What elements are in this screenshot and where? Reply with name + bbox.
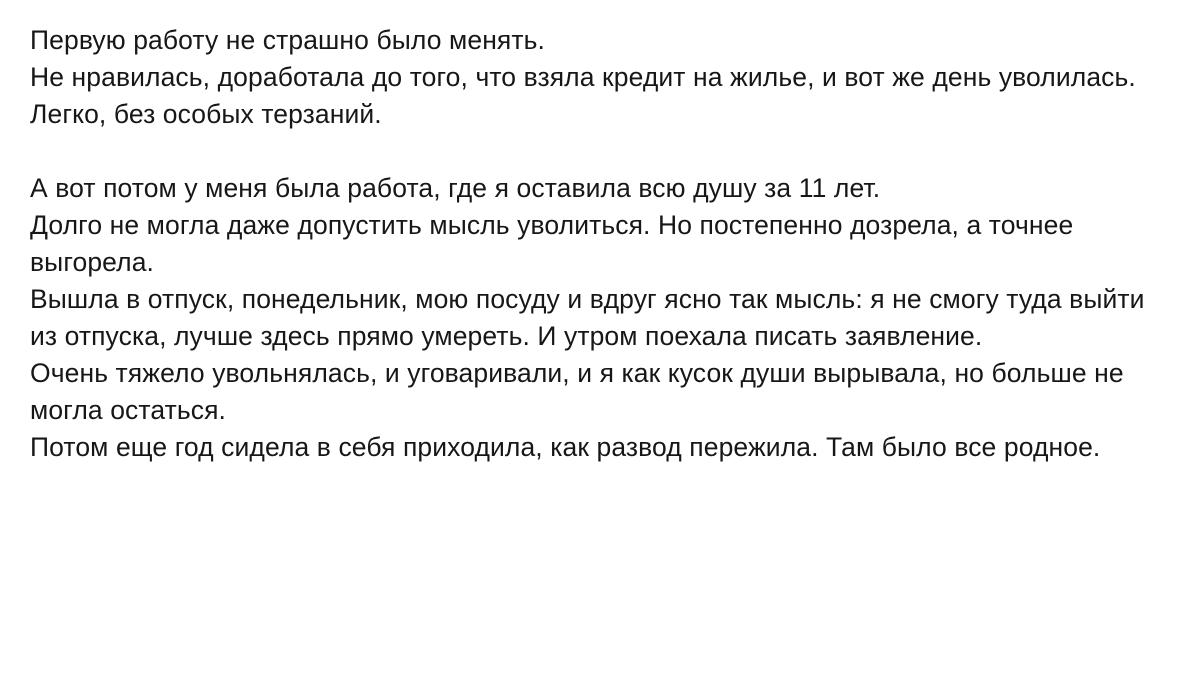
paragraph-line: Вышла в отпуск, понедельник, мою посуду и вдруг ясно так мысль: я не смогу туда выйти из отпуска, лучше здесь прямо умереть. И утром поехала писать заявление. xyxy=(30,284,1145,351)
paragraph-line: Первую работу не страшно было менять. xyxy=(30,25,545,55)
paragraph-line: Потом еще год сидела в себя приходила, как развод пережила. Там было все родное. xyxy=(30,432,1101,462)
paragraph-line: Не нравилась, доработала до того, что взяла кредит на жилье, и вот же день уволилась. xyxy=(30,62,1136,92)
document-text xyxy=(30,22,1166,466)
paragraph-line: Легко, без особых терзаний. xyxy=(30,99,382,129)
paragraph-line: А вот потом у меня была работа, где я оставила всю душу за 11 лет. xyxy=(30,173,881,203)
paragraph-line: Очень тяжело увольнялась, и уговаривали, и я как кусок души вырывала, но больше не могла остаться. xyxy=(30,358,1124,425)
paragraph-spacer xyxy=(30,133,1166,170)
paragraph-line: Долго не могла даже допустить мысль уволиться. Но постепенно дозрела, а точнее выгорела. xyxy=(30,210,1074,277)
